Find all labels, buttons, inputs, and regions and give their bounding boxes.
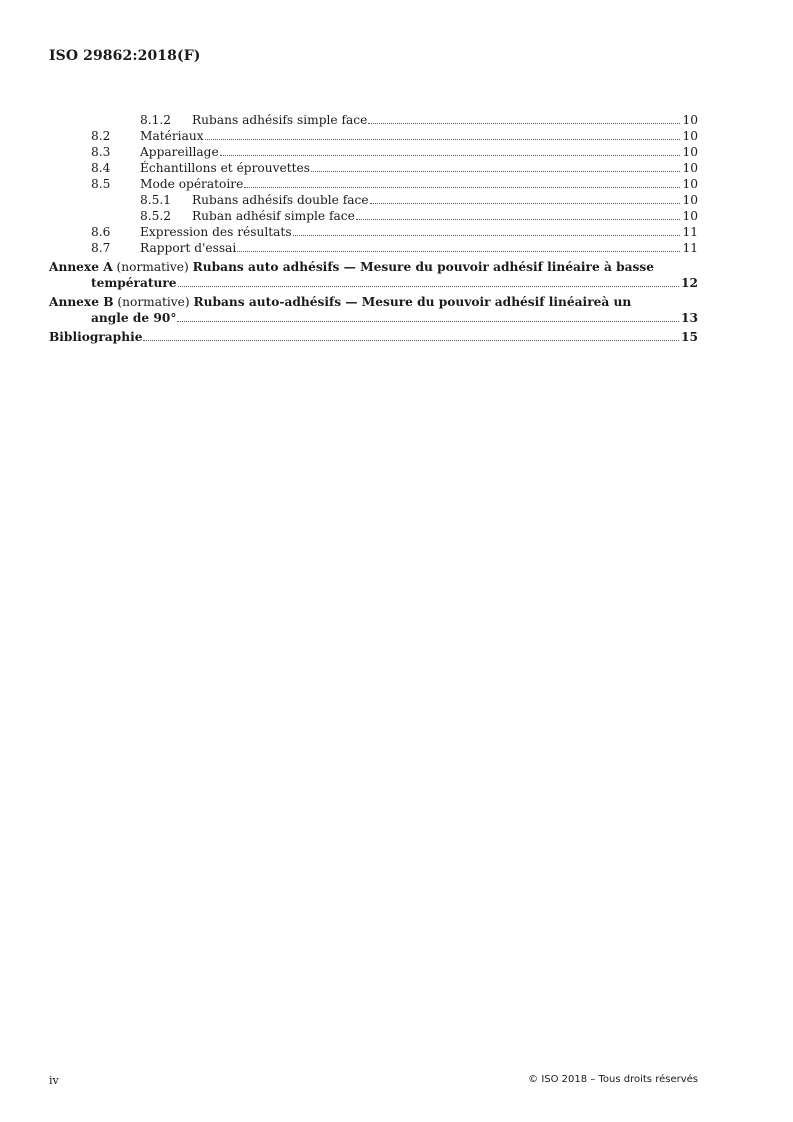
annex-title-continued: angle de 90° [91, 311, 177, 325]
toc-annex-a[interactable] [49, 259, 698, 291]
toc-entry-8-6[interactable] [49, 224, 698, 240]
toc-entry-number: 8.5.1 [140, 193, 172, 207]
toc-entry-title: Appareillage [140, 145, 219, 159]
toc-entry-8-1-2[interactable] [49, 112, 698, 128]
dot-leader [178, 286, 679, 287]
document-header: ISO 29862:2018(F) [49, 48, 201, 64]
toc-entry-8-3[interactable] [49, 144, 698, 160]
annex-kind: (normative) [116, 260, 189, 274]
toc-entry-number: 8.2 [91, 129, 111, 143]
toc-entry-number: 8.3 [91, 145, 111, 159]
toc-entry-8-7[interactable] [49, 240, 698, 256]
toc-entry-page: 10 [682, 161, 698, 175]
dot-leader [205, 139, 681, 140]
bibliography-page: 15 [681, 330, 698, 344]
toc-entry-title: Ruban adhésif simple face [192, 209, 355, 223]
footer-page-number: iv [49, 1074, 59, 1087]
dot-leader [370, 203, 681, 204]
dot-leader [356, 219, 681, 220]
toc-entry-title: Expression des résultats [140, 225, 292, 239]
toc-entry-8-2[interactable] [49, 128, 698, 144]
annex-page: 12 [681, 276, 698, 290]
dot-leader [177, 321, 679, 322]
toc-entry-page: 10 [682, 145, 698, 159]
toc-entry-title: Matériaux [140, 129, 204, 143]
annex-label: Annexe A [49, 260, 113, 274]
toc-entry-page: 10 [682, 113, 698, 127]
toc-entry-number: 8.5.2 [140, 209, 172, 223]
toc-entry-page: 10 [682, 129, 698, 143]
bibliography-title: Bibliographie [49, 330, 143, 344]
toc-entry-number: 8.4 [91, 161, 111, 175]
dot-leader [368, 123, 680, 124]
toc-entry-number: 8.5 [91, 177, 111, 191]
toc-bibliography[interactable] [49, 329, 698, 345]
toc-entry-title: Échantillons et éprouvettes [140, 161, 310, 175]
toc-entry-page: 11 [682, 241, 698, 255]
dot-leader [244, 187, 680, 188]
toc-entry-number: 8.7 [91, 241, 111, 255]
toc-entry-page: 11 [682, 225, 698, 239]
toc-entry-number: 8.6 [91, 225, 111, 239]
annex-title: Rubans auto-adhésifs — Mesure du pouvoir adhésif linéaireà un [193, 295, 632, 309]
toc-entry-page: 10 [682, 177, 698, 191]
toc-entry-title: Mode opératoire [140, 177, 244, 191]
annex-title-continued: température [91, 276, 177, 290]
toc-entry-8-5-1[interactable] [49, 192, 698, 208]
toc-entry-page: 10 [682, 193, 698, 207]
toc-entry-title: Rubans adhésifs simple face [192, 113, 368, 127]
dot-leader [220, 155, 681, 156]
toc-entry-8-5-2[interactable] [49, 208, 698, 224]
table-of-contents [49, 112, 698, 345]
toc-annex-b[interactable] [49, 294, 698, 326]
toc-entry-8-5[interactable] [49, 176, 698, 192]
dot-leader [311, 171, 681, 172]
annex-label: Annexe B [49, 295, 114, 309]
toc-entry-8-4[interactable] [49, 160, 698, 176]
footer-copyright: © ISO 2018 – Tous droits réservés [528, 1074, 698, 1085]
toc-entry-title: Rapport d'essai [140, 241, 237, 255]
toc-entry-title: Rubans adhésifs double face [192, 193, 369, 207]
dot-leader [143, 340, 679, 341]
dot-leader [237, 251, 680, 252]
annex-title: Rubans auto adhésifs — Mesure du pouvoir adhésif linéaire à basse [192, 260, 654, 274]
toc-entry-page: 10 [682, 209, 698, 223]
annex-page: 13 [681, 311, 698, 325]
toc-entry-number: 8.1.2 [140, 113, 172, 127]
annex-kind: (normative) [117, 295, 190, 309]
dot-leader [293, 235, 681, 236]
